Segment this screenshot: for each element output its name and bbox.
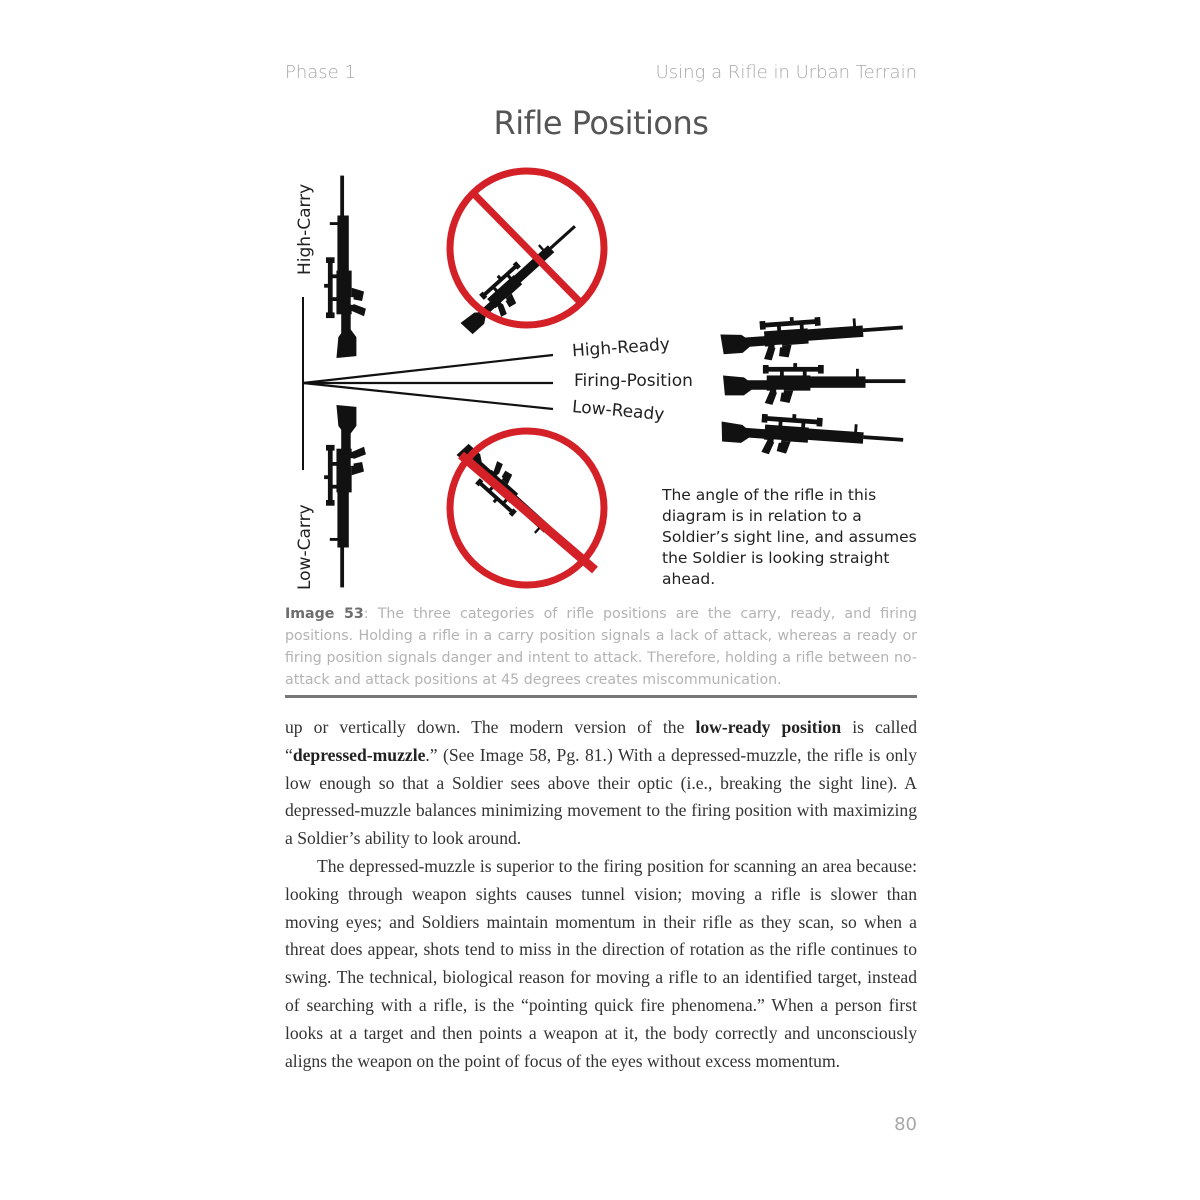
running-header	[285, 62, 917, 90]
label-high-carry: High-Carry	[295, 183, 315, 275]
label-high-ready: High-Ready	[571, 334, 671, 362]
prohibited-45-down-icon	[450, 431, 604, 585]
header-chapter-title: Using a Rifle in Urban Terrain	[655, 62, 917, 83]
body-text	[285, 714, 917, 1075]
low-carry-rifle-icon	[324, 405, 366, 587]
caption-divider	[285, 695, 917, 698]
prohibited-45-up-icon	[450, 171, 604, 341]
label-low-ready: Low-Ready	[571, 397, 666, 425]
low-ready-rifle-icon	[720, 409, 905, 463]
label-low-carry: Low-Carry	[295, 504, 315, 590]
firing-position-rifle-icon	[723, 363, 905, 405]
high-carry-rifle-icon	[324, 176, 366, 358]
high-ready-rifle-icon	[720, 309, 905, 363]
paragraph-2: The depressed-muzzle is superior to the firing position for scanning an area because: looking through weapon sights causes tunnel vision; moving a rifle is slower than moving eyes; and Soldiers maintain momentum in their rifle as they scan, so when a threat does appear, shots tend to miss in the direction of rotation as the rifle continues to swing. The technical, biological reason for moving a rifle to an identified target, instead of searching with a rifle, is the “pointing quick fire phenomena.” When a person first looks at a target and then points a weapon at it, the body correctly and unconsciously aligns the weapon on the point of focus of the eyes without excess momentum.	[285, 855, 917, 1071]
term-depressed-muzzle: depressed-muzzle	[292, 744, 426, 765]
figure-caption	[285, 603, 917, 691]
term-low-ready-position: low-ready position	[695, 717, 842, 737]
diagram-note: The angle of the rifle in this diagram is in relation to a Soldier’s sight line, and assumes the Soldier is looking straight ahead.	[662, 486, 917, 588]
paragraph-1: up or vertically down. The modern version of the low-ready position is called “depressed-muzzle.” (See Image 58, Pg. 81.) With a depressed-muzzle, the rifle is only low enough so that a Soldier sees above their optic (i.e., breaking the sight line). A depressed-muzzle balances minimizing movement to the firing position with maximizing a Soldier’s ability to look around.	[285, 717, 917, 849]
page-number: 80	[894, 1114, 917, 1135]
rifle-positions-diagram	[285, 165, 925, 595]
header-phase: Phase 1	[285, 62, 356, 83]
caption-label: Image 53	[285, 606, 364, 622]
figure-title: Rifle Positions	[493, 104, 709, 142]
label-firing-position: Firing-Position	[574, 371, 693, 391]
caption-text: : The three categories of rifle positions are the carry, ready, and firing positions. Holding a rifle in a carry position signals a lack of attack, whereas a ready or firing position signals danger and intent to attack. Therefore, holding a rifle between no-attack and attack positions at 45 degrees creates miscommunication.	[285, 606, 917, 688]
